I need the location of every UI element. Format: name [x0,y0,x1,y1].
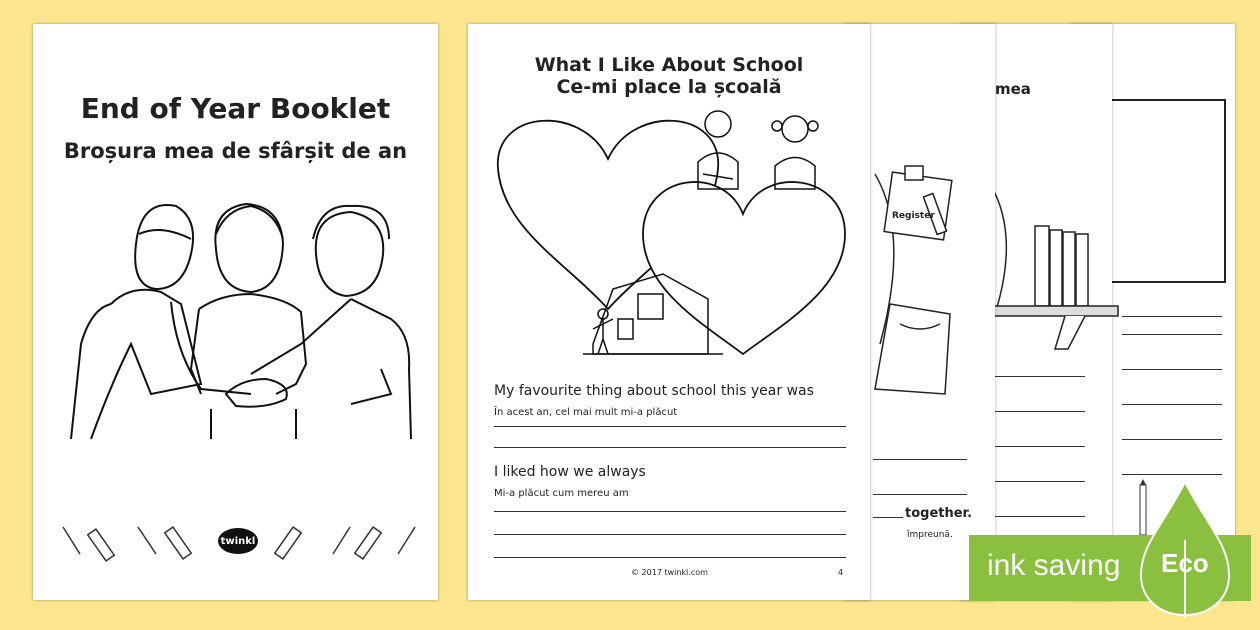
school-page [468,24,870,600]
writing-line [993,516,1085,517]
children-stacked-hands-illustration [51,194,421,444]
writing-line [993,376,1085,377]
answer-line-2[interactable] [494,447,846,448]
heart-right-icon [643,182,845,354]
question-2: I liked how we always [494,464,646,480]
writing-line [873,517,903,518]
hearts-school-illustration [493,104,853,374]
footer-copyright: © 2017 twinkl.com [631,568,708,577]
ink-saving-label: ink saving [987,549,1121,582]
school-page-subtitle: Ce-mi place la școală [556,76,782,98]
answer-line-3[interactable] [494,511,846,512]
writing-line [873,459,967,460]
answer-line-5[interactable] [494,557,846,558]
page-3-title-fragment: mea [995,80,1031,98]
writing-line [873,494,967,495]
classroom-items-illustration [870,154,980,404]
question-2-ro: Mi-a plăcut cum mereu am [494,488,629,499]
answer-line-4[interactable] [494,534,846,535]
writing-line [993,481,1085,482]
writing-line [1122,316,1222,317]
cover-page [33,24,438,600]
twinkl-logo: twinkl [220,536,256,547]
writing-line [1122,439,1222,440]
eco-label: Eco [1161,548,1209,578]
writing-line [993,411,1085,412]
question-1: My favourite thing about school this year was [494,383,814,399]
picture-frame [1102,99,1226,283]
question-1-ro: În acest an, cel mai mult mi-a plăcut [494,407,678,418]
writing-line [1122,404,1222,405]
stationery-border-icons [58,519,418,564]
writing-line [1122,474,1222,475]
writing-line [1122,334,1222,335]
bookshelf-illustration [990,174,1120,354]
cover-subtitle: Broșura mea de sfârșit de an [63,139,408,163]
school-page-title: What I Like About School [534,54,804,76]
answer-line-1[interactable] [494,426,846,427]
together-text: together. [905,506,973,521]
together-text-ro: împreună. [907,530,953,540]
cover-title: End of Year Booklet [80,92,391,125]
writing-line [1122,369,1222,370]
writing-line [993,446,1085,447]
register-label: Register [892,211,935,221]
page-number: 4 [838,568,844,577]
